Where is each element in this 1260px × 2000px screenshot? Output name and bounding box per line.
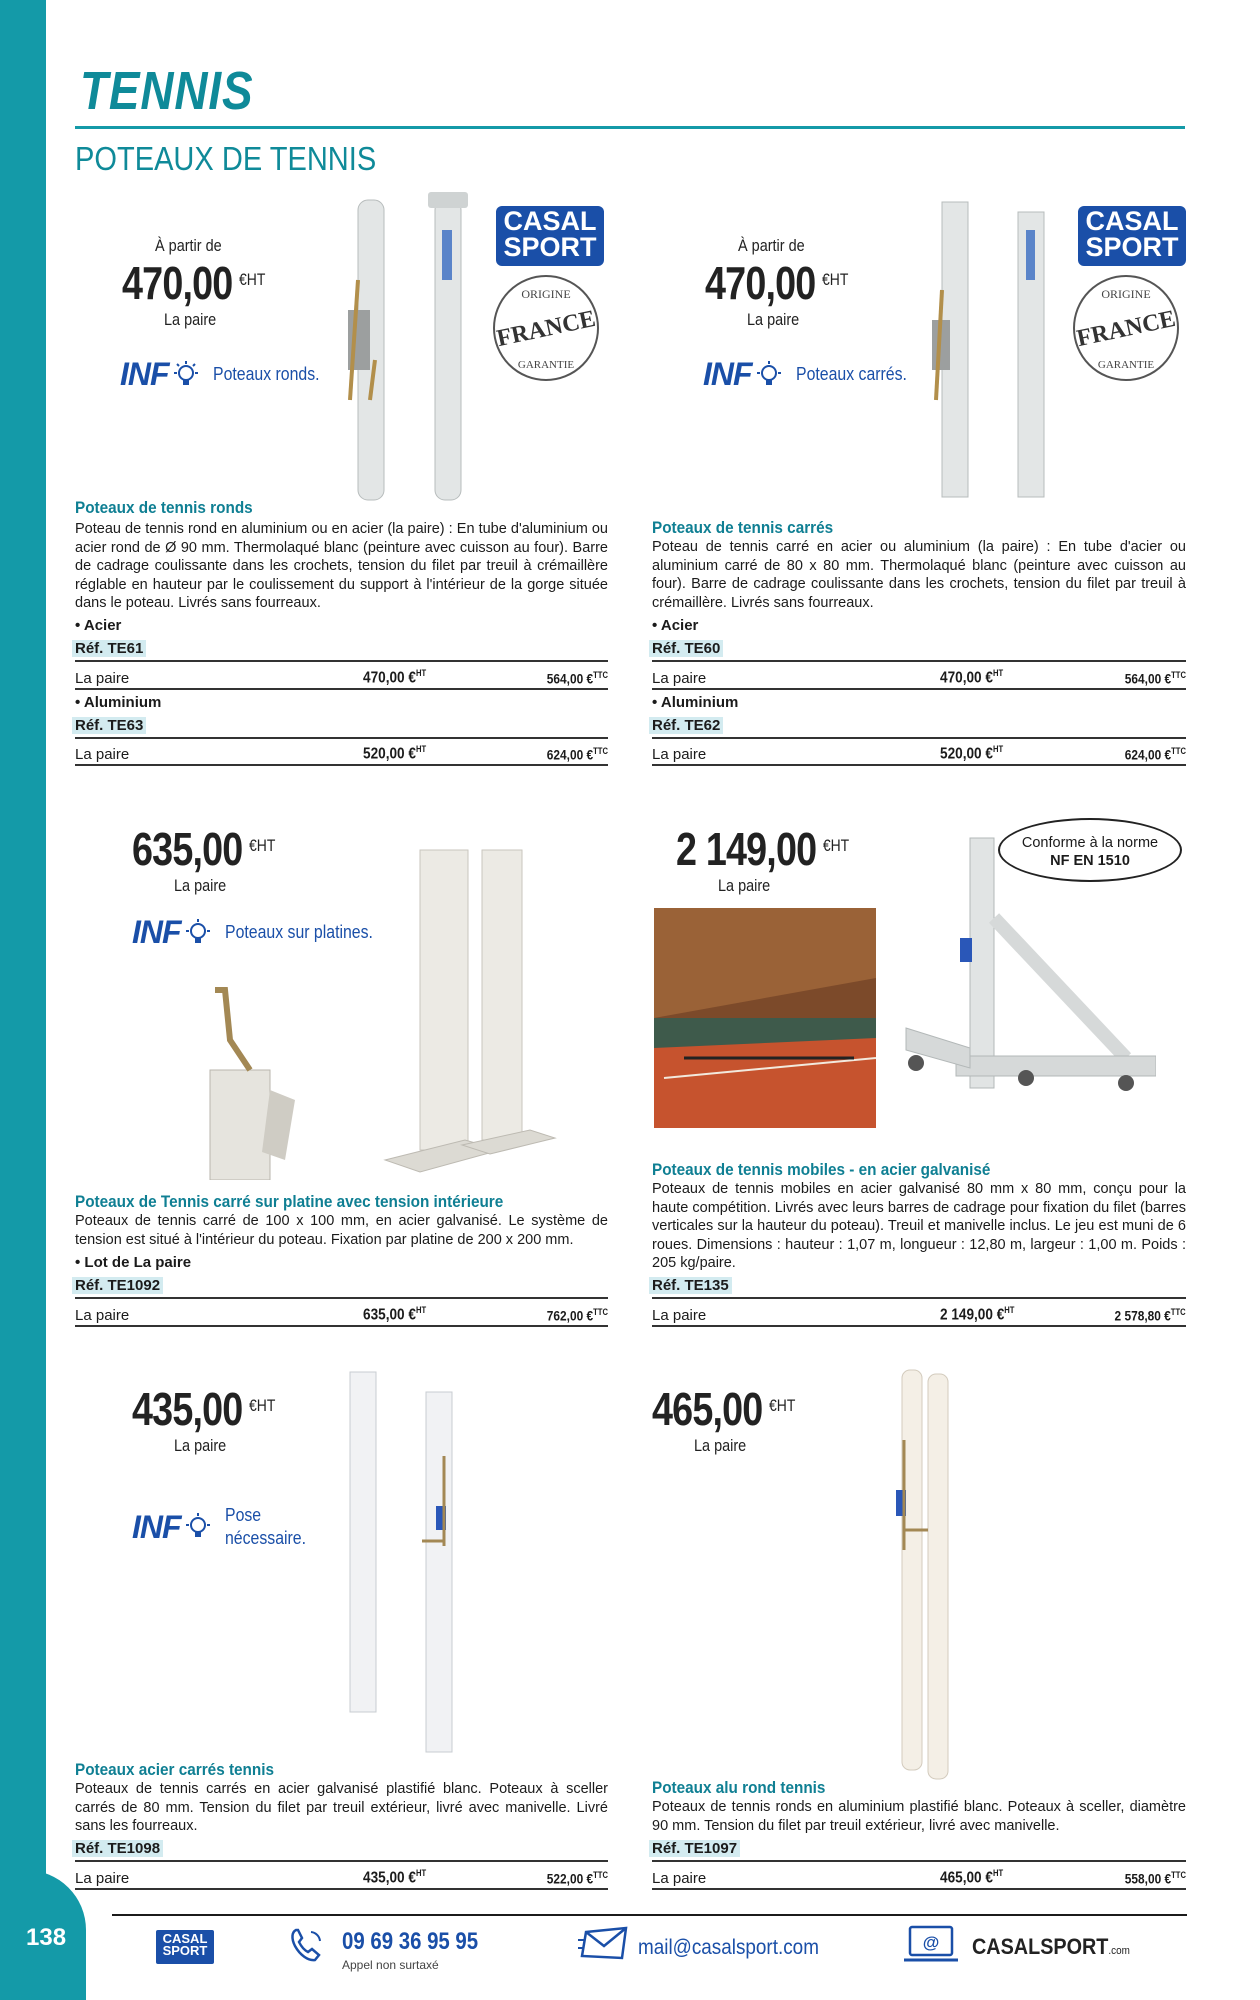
- price-value: 465,00 $^{€HT}$: [652, 1383, 796, 1435]
- casal-sport-badge: CASAL SPORT: [496, 206, 604, 266]
- info-logo: INF: [120, 356, 169, 392]
- page-number: 138: [26, 1924, 67, 1951]
- price-per-label: La paire: [174, 876, 227, 895]
- info-logo: INF: [132, 914, 181, 950]
- ref-divider: [652, 1297, 1186, 1299]
- price-per-label: La paire: [174, 1436, 227, 1455]
- info-note-round: INF Poteaux ronds.: [120, 356, 320, 392]
- svg-text:FRANCE: FRANCE: [494, 305, 598, 353]
- ref-label: Réf. TE60: [649, 640, 723, 657]
- footer-website[interactable]: CASALSPORT.com: [972, 1934, 1130, 1959]
- subsection-title: POTEAUX DE TENNIS: [75, 140, 377, 177]
- price-per-label: La paire: [694, 1436, 747, 1455]
- price-row: La paire 520,00 €$^{HT}$ 624,00 €$^{TTC}$: [652, 742, 1186, 766]
- product-title-te60: Poteaux de tennis carrés: [652, 518, 834, 537]
- info-logo: INF: [703, 356, 752, 392]
- product-title-te1098: Poteaux acier carrés tennis: [75, 1760, 275, 1779]
- platine-posts-image: [200, 840, 580, 1180]
- svg-text:GARANTIE: GARANTIE: [517, 359, 575, 371]
- price-from-label: À partir de: [155, 236, 222, 255]
- variant-label: • Aluminium: [652, 694, 739, 711]
- svg-text:FRANCE: FRANCE: [1074, 305, 1178, 353]
- variant-label: • Acier: [652, 617, 699, 634]
- svg-text:GARANTIE: GARANTIE: [1097, 359, 1155, 371]
- ref-label: Réf. TE135: [649, 1277, 732, 1294]
- page-sidebar: [0, 0, 46, 2000]
- price-row: La paire 435,00 €$^{HT}$ 522,00 €$^{TTC}$: [75, 1866, 608, 1890]
- info-logo: INF: [132, 1508, 181, 1545]
- norm-compliance-badge: Conforme à la norme NF EN 1510: [998, 818, 1182, 882]
- footer-email[interactable]: mail@casalsport.com: [638, 1936, 819, 1959]
- email-icon: [578, 1926, 630, 1962]
- footer-phone-note: Appel non surtaxé: [342, 1958, 439, 1972]
- ref-label: Réf. TE1097: [649, 1840, 740, 1857]
- alu-round-posts-image: [880, 1360, 970, 1790]
- price-value: 470,00 $^{€HT}$: [705, 257, 849, 309]
- price-block-te135: [676, 822, 887, 896]
- product-title-te1097: Poteaux alu rond tennis: [652, 1778, 826, 1797]
- product-desc-te1092: Poteaux de tennis carré de 100 x 100 mm, en acier galvanisé. Le système de tension est situé à l'intérieur du poteau. Fixation par platine de 200 x 200 mm.: [75, 1213, 608, 1248]
- casal-sport-badge: CASAL SPORT: [1078, 206, 1186, 266]
- ref-label: Réf. TE63: [72, 717, 146, 734]
- lightbulb-icon: [171, 360, 201, 390]
- price-row: La paire 2 149,00 €$^{HT}$ 2 578,80 €$^{TTC}$: [652, 1303, 1186, 1327]
- footer-brand-logo[interactable]: CASAL SPORT: [156, 1930, 214, 1964]
- info-note-pose: INF Pose nécessaire.: [132, 1505, 306, 1549]
- steel-square-posts-image: [340, 1366, 480, 1766]
- price-block-te1098: [132, 1382, 307, 1456]
- phone-icon: [286, 1924, 328, 1966]
- price-value: 2 149,00 $^{€HT}$: [676, 823, 850, 875]
- price-row: La paire 635,00 €$^{HT}$ 762,00 €$^{TTC}$: [75, 1303, 608, 1327]
- title-divider: [75, 126, 1185, 129]
- product-desc-te60: Poteau de tennis carré en acier ou aluminium (la paire) : En tube d'acier ou aluminium carré de 80 x 80 mm. Thermolaqué blanc (peinture avec cuisson au four). Barre de cadrage coulissante dans les crochets, tension du filet par treuil à crémaillère. Livrés sans fourreaux.: [652, 539, 1186, 611]
- ref-divider: [652, 660, 1186, 662]
- ref-divider: [652, 737, 1186, 739]
- price-row: La paire 520,00 €$^{HT}$ 624,00 €$^{TTC}$: [75, 742, 608, 766]
- square-posts-image: [918, 190, 1058, 510]
- product-desc-te135: Poteaux de tennis mobiles en acier galvanisé 80 mm x 80 mm, conçu pour la haute compétition. Livrés avec leurs barres de cadrage pour fixation du filet (barres verticales sur la hauteur du poteau). Treuil et manivelle inclus. Le jeu est muni de 6 roues. Dimensions : hauteur : 1,07 m, longueur : 12,80 m, largeur : 1,00 m. Poids : 205 kg/paire.: [652, 1181, 1186, 1271]
- footer-divider: [112, 1914, 1187, 1916]
- product-desc-te61: Poteau de tennis rond en aluminium ou en acier (la paire) : En tube d'aluminium ou acier rond de Ø 90 mm. Thermolaqué blanc (peinture avec cuisson au four). Barre de cadrage coulissante dans les crochets, tension du filet par treuil à crémaillère réglable en hauteur par le coulissement du support à l'intérieur de la gorge située dans le poteau. Livrés sans fourreaux.: [75, 521, 608, 611]
- product-desc-te1097: Poteaux de tennis ronds en aluminium plastifié blanc. Poteaux à sceller, diamètre 90 mm. Tension du filet par treuil extérieur, livré avec manivelle.: [652, 1799, 1186, 1834]
- ref-label: Réf. TE1092: [72, 1277, 163, 1294]
- product-title-te1092: Poteaux de Tennis carré sur platine avec tension intérieure: [75, 1192, 504, 1211]
- variant-label: • Lot de La paire: [75, 1254, 192, 1271]
- price-value: 470,00 $^{€HT}$: [122, 257, 266, 309]
- ref-divider: [75, 1297, 608, 1299]
- svg-text:@: @: [922, 1933, 940, 1952]
- ref-divider: [75, 660, 608, 662]
- ref-label: Réf. TE62: [649, 717, 723, 734]
- price-per-label: La paire: [718, 876, 771, 895]
- price-block-te60: [705, 236, 880, 330]
- product-title-te135: Poteaux de tennis mobiles - en acier galvanisé: [652, 1160, 991, 1179]
- price-row: La paire 465,00 €$^{HT}$ 558,00 €$^{TTC}$: [652, 1866, 1186, 1890]
- origine-france-seal: [1064, 266, 1188, 390]
- ref-label: Réf. TE61: [72, 640, 146, 657]
- price-value: 435,00 $^{€HT}$: [132, 1383, 276, 1435]
- ref-divider: [75, 737, 608, 739]
- product-title-te61: Poteaux de tennis ronds: [75, 498, 253, 517]
- lightbulb-icon: [183, 1512, 213, 1542]
- product-desc-te1098: Poteaux de tennis carrés en acier galvanisé plastifié blanc. Poteaux à sceller carrés de 80 mm. Tension du filet par treuil extérieur, livré avec manivelle. Livré sans les fourreaux.: [75, 1781, 608, 1834]
- origine-france-seal: [484, 266, 608, 390]
- laptop-at-icon: [904, 1924, 958, 1964]
- price-from-label: À partir de: [738, 236, 805, 255]
- section-title: TENNIS: [80, 61, 254, 121]
- price-per-label: La paire: [747, 310, 800, 329]
- price-block-te61: [122, 236, 297, 330]
- ref-divider: [652, 1860, 1186, 1862]
- ref-divider: [75, 1860, 608, 1862]
- round-posts-image: [330, 190, 480, 510]
- price-value: 635,00 $^{€HT}$: [132, 823, 276, 875]
- indoor-court-photo: [654, 908, 876, 1128]
- footer-phone-number[interactable]: 09 69 36 95 95: [342, 1928, 479, 1955]
- info-note-platine: INF Poteaux sur platines.: [132, 914, 373, 950]
- variant-label: • Aluminium: [75, 694, 162, 711]
- price-row: La paire 470,00 €$^{HT}$ 564,00 €$^{TTC}$: [652, 666, 1186, 690]
- svg-text:ORIGINE: ORIGINE: [521, 287, 571, 301]
- price-row: La paire 470,00 €$^{HT}$ 564,00 €$^{TTC}$: [75, 666, 608, 690]
- svg-text:ORIGINE: ORIGINE: [1101, 287, 1151, 301]
- mobile-post-image: [896, 828, 1156, 1128]
- ref-label: Réf. TE1098: [72, 1840, 163, 1857]
- info-note-square: INF Poteaux carrés.: [703, 356, 907, 392]
- lightbulb-icon: [754, 360, 784, 390]
- price-per-label: La paire: [164, 310, 217, 329]
- price-block-te1097: [652, 1382, 827, 1456]
- variant-label: • Acier: [75, 617, 122, 634]
